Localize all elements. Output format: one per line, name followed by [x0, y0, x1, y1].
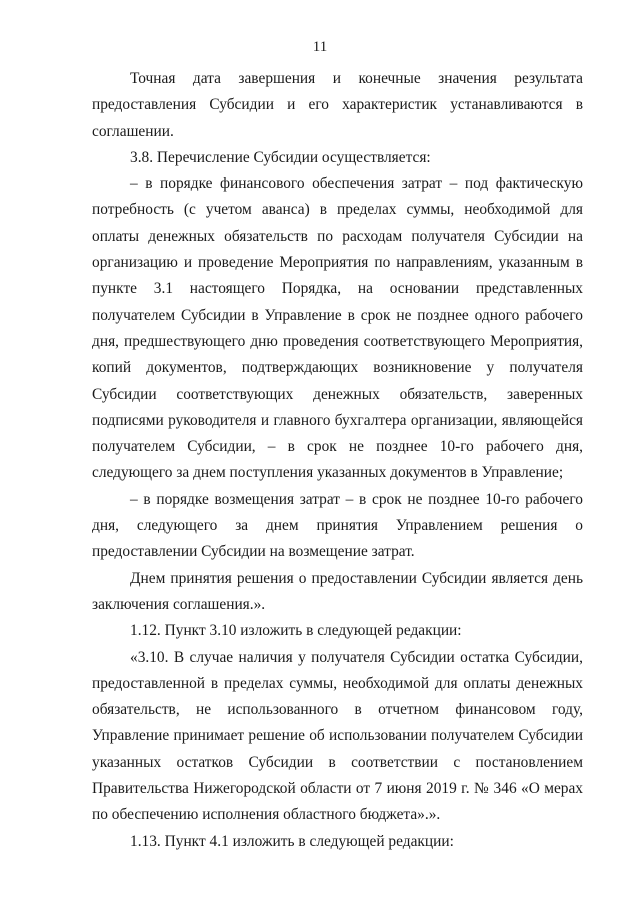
paragraph-1-12: 1.12. Пункт 3.10 изложить в следующей редакции:	[130, 622, 462, 640]
paragraph-decision-date: Днем принятия решения о предоставлении Субсидии является день заключения соглашения.».	[92, 569, 583, 613]
paragraph-reimbursement: – в порядке возмещения затрат – в срок не позднее 10-го рабочего дня, следующего за днем принятия Управлением решения о предоставлении Субсидии на возмещение затрат.	[92, 490, 583, 561]
document-body	[92, 66, 583, 855]
paragraph-financial-support: – в порядке финансового обеспечения затрат – под фактическую потребность (с учетом аванса) в пределах суммы, необходимой для оплаты денежных обязательств по расходам получателя Субсидии на организацию и проведение Мероприятия по направлениям, указанным в пункте 3.1 настоящего Порядка, на основании представленных получателем Субсидии в Управление в срок не позднее одного рабочего дня, предшествующего дню проведения соответствующего Мероприятия, копий документов, подтверждающих возникновение у получателя Субсидии соответствующих денежных обязательств, заверенных подписями руководителя и главного бухгалтера организации, являющейся получателем Субсидии, – в срок не позднее 10-го рабочего дня, следующего за днем поступления указанных документов в Управление;	[92, 175, 583, 482]
page-number: 11	[312, 39, 328, 55]
paragraph-3-10: «3.10. В случае наличия у получателя Субсидии остатка Субсидии, предоставленной в пределах суммы, необходимой для оплаты денежных обязательств, не использованного в отчетном финансовом году, Управление принимает решение об использовании получателем Субсидии указанных остатков Субсидии в соответствии с постановлением Правительства Нижегородской области от 7 июня 2019 г. № 346 «О мерах по обеспечению исполнения областного бюджета».».	[92, 648, 583, 824]
paragraph-result-dates: Точная дата завершения и конечные значения результата предоставления Субсидии и его характеристик устанавливаются в соглашении.	[92, 70, 583, 140]
paragraph-1-13: 1.13. Пункт 4.1 изложить в следующей редакции:	[130, 832, 454, 850]
paragraph-3-8-heading: 3.8. Перечисление Субсидии осуществляется:	[130, 148, 431, 166]
